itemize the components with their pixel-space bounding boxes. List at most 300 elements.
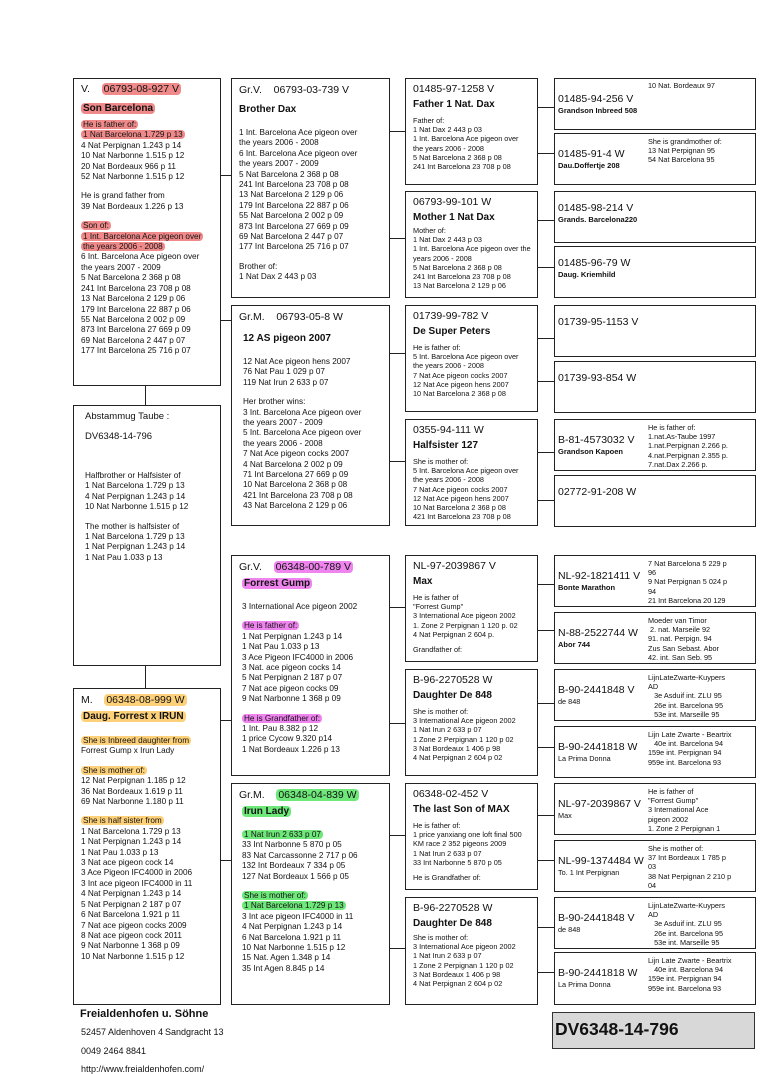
- connector: [537, 584, 554, 585]
- gen3-line: Father of:: [413, 116, 445, 125]
- gen4-note: 38 Nat Perpignan 2 210 p: [648, 871, 732, 881]
- gen3-line: 5 Int. Barcelona Ace pigeon over: [413, 352, 519, 362]
- mm-mother-item: 15 Nat. Agen 1.348 p 14: [242, 953, 331, 963]
- dam-half-item: 8 Nat ace pigeon cock 2011: [81, 930, 182, 940]
- sire-prefix: V.: [81, 83, 90, 95]
- mm-line: 132 Int Bordeaux 7 334 p 05: [242, 861, 346, 871]
- mf-intro: 3 International Ace pigeon 2002: [242, 602, 358, 611]
- granddam-maternal-card[interactable]: [231, 783, 390, 1005]
- gen3-line: 1 Nat Irun 2 633 p 07: [413, 725, 482, 735]
- gen3-line: Grandfather of:: [413, 645, 463, 655]
- mf-father-item: 1 Nat Perpignan 1.243 p 14: [242, 631, 343, 641]
- gen3-card[interactable]: [405, 783, 538, 890]
- gen4-note: 54 Nat Barcelona 95: [648, 155, 715, 165]
- connector: [537, 220, 554, 221]
- mf-grand-item: 1 Nat Bordeaux 1.226 p 13: [242, 744, 340, 754]
- subject-half-item: 4 Nat Perpignan 1.243 p 14: [85, 491, 186, 501]
- gen4-card[interactable]: [554, 952, 756, 1005]
- fm-brother-item: the years 2007 - 2009: [243, 418, 323, 428]
- gen4-note: Lijn Late Zwarte - Beartrix: [648, 956, 732, 965]
- ff-line: 13 Nat Barcelona 2 129 p 06: [239, 190, 344, 200]
- gen3-line: the years 2006 - 2008: [413, 475, 484, 485]
- sire-card[interactable]: [73, 78, 221, 386]
- sire-son-of-highlight: the years 2006 - 2008: [83, 242, 163, 252]
- gen4-note: 94: [648, 586, 657, 596]
- gen3-line: He is father of:: [413, 821, 461, 830]
- gen3-line: 3 International Ace pigeon 2002: [413, 611, 516, 621]
- mm-mother-item: 3 Int ace pigeon IFC4000 in 11: [242, 911, 354, 921]
- connector: [389, 607, 405, 608]
- mm-ring-number: 06348-04-839 W: [278, 789, 357, 801]
- ff-line: 55 Nat Barcelona 2 002 p 09: [239, 211, 344, 221]
- gen4-ring-number: 01485-94-256 V: [558, 93, 634, 105]
- subject-card[interactable]: [73, 405, 221, 666]
- gen3-line: He is Grandfather of:: [413, 873, 481, 883]
- ff-line: 177 Int Barcelona 25 716 p 07: [239, 242, 349, 252]
- gen4-name: To. 1 Int Perpignan: [558, 868, 620, 877]
- gen4-note: 40e int. Barcelona 94: [648, 965, 724, 975]
- gen4-note: LijnLateZwarte-Kuypers: [648, 901, 726, 910]
- connector: [537, 500, 554, 501]
- fm-brother-item: 71 Int Barcelona 27 669 p 09: [243, 470, 349, 480]
- gen4-note: 7.nat.Dax 2.266 p.: [648, 459, 708, 469]
- mm-line: 127 Nat Bordeaux 1 566 p 05: [242, 871, 349, 881]
- sire-grandfather-item: 39 Nat Bordeaux 1.226 p 13: [81, 201, 184, 211]
- gen3-card[interactable]: [405, 555, 538, 662]
- gen3-line: 4 Nat Perpignan 2 604 p.: [413, 629, 495, 639]
- gen3-line: 3 Nat Bordeaux 1 406 p 98: [413, 969, 501, 979]
- gen3-card[interactable]: [405, 419, 538, 526]
- fm-brother-item: 5 Int. Barcelona Ace pigeon over: [243, 428, 362, 438]
- gen3-line: the years 2006 - 2008: [413, 143, 484, 153]
- dam-half-item: 3 Ace Pigeon IFC4000 in 2006: [81, 868, 193, 878]
- gen3-line: 421 Int Barcelona 23 708 p 08: [413, 512, 511, 522]
- ff-line: 179 Int Barcelona 22 887 p 06: [239, 200, 349, 210]
- gen4-note: 1.nat.As-Taube 1997: [648, 432, 716, 442]
- mm-line: 83 Nat Carcassonne 2 717 p 06: [242, 850, 358, 860]
- gen3-line: 5 Int. Barcelona Ace pigeon over: [413, 466, 519, 476]
- gen4-name: Abor 744: [558, 640, 591, 649]
- ff-line: 5 Nat Barcelona 2 368 p 08: [239, 169, 339, 179]
- gen4-ring-number: B-90-2441848 V: [558, 912, 635, 924]
- connector: [389, 461, 405, 462]
- dam-half-item: 1 Nat Barcelona 1.729 p 13: [81, 826, 181, 836]
- mm-mother-highlight: 1 Nat Barcelona 1.729 p 13: [244, 901, 344, 911]
- connector: [389, 835, 405, 836]
- grandsire-maternal-card[interactable]: [231, 555, 390, 776]
- mm-mother-label: She is mother of:: [244, 891, 306, 901]
- gen4-ring-number: B-81-4573032 V: [558, 434, 635, 446]
- gen3-ring-number: B-96-2270528 W: [413, 674, 493, 686]
- ff-line: 241 Int Barcelona 23 708 p 08: [239, 180, 349, 190]
- dam-prefix: M.: [81, 694, 93, 706]
- gen4-note: 91. nat. Perpign. 94: [648, 634, 712, 644]
- gen3-line: 1 Nat Dax 2 443 p 03: [413, 125, 482, 135]
- fm-brother-item: 10 Nat Barcelona 2 368 p 08: [243, 480, 348, 490]
- mf-father-item: 5 Nat Perpignan 2 187 p 07: [242, 673, 343, 683]
- mf-father-item: 1 Nat Pau 1.033 p 13: [242, 642, 320, 652]
- subject-ring-number: DV6348-14-796: [85, 431, 153, 442]
- gen4-note: 1.nat.Perpignan 2.266 p.: [648, 441, 728, 451]
- gen3-line: "Forrest Gump": [413, 602, 464, 612]
- fm-prefix: Gr.M.: [239, 311, 265, 323]
- gen4-ring-number: B-90-2441818 W: [558, 741, 638, 753]
- gen4-name: La Prima Donna: [558, 980, 611, 989]
- gen3-card[interactable]: [405, 78, 538, 185]
- gen4-note: 3 International Ace: [648, 805, 709, 815]
- gen4-card[interactable]: [554, 78, 756, 130]
- gen4-name: Dau.Doffertje 208: [558, 161, 620, 170]
- mf-father-item: 7 Nat ace pigeon cocks 09: [242, 683, 339, 693]
- gen4-card[interactable]: [554, 246, 756, 298]
- gen4-note: 10 Nat. Bordeaux 97: [648, 81, 715, 90]
- sire-name: Son Barcelona: [83, 103, 154, 114]
- ring-id-badge: DV6348-14-796: [552, 1012, 755, 1049]
- gen4-ring-number: NL-92-1821411 V: [558, 570, 641, 582]
- ff-line: 6 Int. Barcelona Ace pigeon over: [239, 148, 358, 158]
- fm-line: 76 Nat Pau 1 029 p 07: [243, 367, 325, 377]
- gen3-ring-number: 01485-97-1258 V: [413, 83, 495, 95]
- fm-line: 119 Nat Irun 2 633 p 07: [243, 377, 329, 387]
- ff-brother-item: 1 Nat Dax 2 443 p 03: [239, 272, 317, 282]
- sire-son-of-item: the years 2007 - 2009: [81, 262, 161, 272]
- mf-name: Forrest Gump: [244, 578, 311, 589]
- gen3-line: 13 Nat Barcelona 2 129 p 06: [413, 281, 506, 291]
- gen3-line: 1 Int. Barcelona Ace pigeon over the: [413, 244, 531, 254]
- breeder-website-link[interactable]: http://www.freialdenhofen.com/: [81, 1064, 205, 1074]
- sire-son-of-label: Son of:: [83, 221, 109, 231]
- connector: [537, 972, 554, 973]
- connector: [389, 948, 405, 949]
- connector: [537, 630, 554, 631]
- dam-card[interactable]: [73, 688, 221, 1005]
- sire-father-of-item: 20 Nat Bordeaux 966 p 11: [81, 161, 176, 171]
- gen3-ring-number: 06793-99-101 W: [413, 196, 492, 208]
- gen4-note: 7 Nat Barcelona 5 229 p: [648, 559, 727, 568]
- gen3-line: 3 International Ace pigeon 2002: [413, 942, 516, 952]
- gen3-line: 1 Nat Irun 2 633 p 07: [413, 951, 482, 961]
- gen4-name: Grands. Barcelona220: [558, 215, 638, 224]
- gen4-note: 4.nat.Perpignan 2.355 p.: [648, 450, 728, 460]
- gen4-ring-number: 02772-91-208 W: [558, 486, 637, 498]
- connector: [537, 815, 554, 816]
- gen4-card[interactable]: [554, 897, 756, 949]
- gen3-line: 10 Nat Barcelona 2 368 p 08: [413, 389, 506, 399]
- gen4-name: La Prima Donna: [558, 754, 611, 763]
- gen4-name: Max: [558, 811, 572, 820]
- sire-father-of-highlight: 1 Nat Barcelona 1.729 p 13: [83, 130, 183, 140]
- gen4-ring-number: 01485-98-214 V: [558, 202, 634, 214]
- gen4-card[interactable]: [554, 133, 756, 185]
- gen3-name: Daughter De 848: [413, 918, 492, 929]
- sire-grandfather-label: He is grand father from: [81, 191, 165, 201]
- fm-brother-item: 421 Int Barcelona 23 708 p 08: [243, 490, 353, 500]
- sire-son-of-item: 179 Int Barcelona 22 887 p 06: [81, 304, 191, 314]
- sire-son-of-item: 241 Int Barcelona 23 708 p 08: [81, 283, 191, 293]
- subject-half-item: 10 Nat Narbonne 1.515 p 12: [85, 502, 189, 512]
- gen3-line: She is mother of:: [413, 457, 469, 466]
- mf-father-item: 3 Nat. ace pigeon cocks 14: [242, 663, 341, 673]
- mf-grand-item: 1 Int. Pau 8.382 p 12: [242, 724, 319, 734]
- gen3-name: Father 1 Nat. Dax: [413, 99, 495, 110]
- connector: [389, 353, 405, 354]
- gen3-line: 4 Nat Perpignan 2 604 p 02: [413, 753, 503, 763]
- dam-mother-of-label: She is mother of:: [83, 765, 145, 775]
- fm-brother-item: 3 Int. Barcelona Ace pigeon over: [243, 407, 362, 417]
- gen4-note: Moeder van Timor: [648, 616, 707, 625]
- connector: [537, 338, 554, 339]
- gen4-note: pigeon 2002: [648, 814, 689, 824]
- gen4-card[interactable]: [554, 840, 756, 892]
- gen4-ring-number: N-88-2522744 W: [558, 627, 638, 639]
- mm-mother-item: 35 Int Agen 8.845 p 14: [242, 963, 325, 973]
- gen4-card[interactable]: [554, 191, 756, 243]
- connector: [389, 723, 405, 724]
- gen3-ring-number: B-96-2270528 W: [413, 902, 493, 914]
- gen3-card[interactable]: [405, 669, 538, 776]
- gen4-ring-number: NL-97-2039867 V: [558, 798, 641, 810]
- connector: [537, 860, 554, 861]
- sire-father-of-item: 52 Nat Narbonne 1.515 p 12: [81, 172, 185, 182]
- sire-son-of-item: 55 Nat Barcelona 2 002 p 09: [81, 314, 186, 324]
- gen3-line: He is father of:: [413, 343, 461, 352]
- mm-mother-item: 4 Nat Perpignan 1.243 p 14: [242, 922, 343, 932]
- ff-line: the years 2006 - 2008: [239, 138, 319, 148]
- dam-half-item: 6 Nat Barcelona 1.921 p 11: [81, 910, 181, 920]
- gen4-ring-number: B-90-2441848 V: [558, 684, 635, 696]
- gen4-ring-number: 01485-96-79 W: [558, 257, 631, 269]
- gen4-ring-number: 01739-95-1153 V: [558, 316, 639, 328]
- dam-half-item: 5 Nat Perpignan 2 187 p 07: [81, 899, 182, 909]
- gen3-line: Mother of:: [413, 226, 446, 235]
- gen4-note: 1. Zone 2 Perpignan 1: [648, 823, 721, 833]
- fm-name: 12 AS pigeon 2007: [243, 333, 331, 344]
- gen3-line: She is mother of:: [413, 707, 469, 716]
- connector: [537, 747, 554, 748]
- mf-father-item: 3 Ace Pigeon IFC4000 in 2006: [242, 652, 354, 662]
- ff-name: Brother Dax: [239, 104, 297, 115]
- gen4-note: He is father of:: [648, 423, 696, 432]
- gen4-note: 159e int. Perpignan 94: [648, 748, 722, 758]
- gen4-note: 03: [648, 862, 657, 872]
- gen4-name: Grandson Kapoen: [558, 447, 624, 456]
- connector: [537, 267, 554, 268]
- breeder-street: Sandgracht 13: [165, 1027, 224, 1037]
- gen4-name: de 848: [558, 697, 581, 706]
- fm-brother-item: the years 2006 - 2008: [243, 438, 323, 448]
- gen4-note: 13 Nat Perpignan 95: [648, 146, 715, 156]
- gen3-line: 241 Int Barcelona 23 708 p 08: [413, 272, 511, 282]
- mm-prefix: Gr.M.: [239, 789, 265, 801]
- gen3-line: 12 Nat Ace pigeon hens 2007: [413, 493, 509, 503]
- dam-half-item: 3 Int ace pigeon IFC4000 in 11: [81, 878, 193, 888]
- fm-ring-number: 06793-05-8 W: [276, 311, 343, 323]
- gen3-line: years 2006 - 2008: [413, 253, 472, 263]
- gen4-ring-number: NL-99-1374484 W: [558, 855, 644, 867]
- dam-name: Daug. Forrest x IRUN: [83, 711, 184, 722]
- sire-son-of-item: 5 Nat Barcelona 2 368 p 08: [81, 273, 181, 283]
- dam-inbreed-label: She is Inbreed daughter from: [83, 736, 190, 745]
- breeder-address: 52457 Aldenhoven 4: [81, 1027, 164, 1037]
- gen3-ring-number: 0355-94-111 W: [413, 424, 484, 436]
- ff-brother-label: Brother of:: [239, 261, 278, 271]
- mm-highlight: 1 Nat Irun 2 633 p 07: [244, 830, 321, 839]
- dam-inbreed-parents: Forrest Gump x Irun Lady: [81, 746, 175, 756]
- gen3-line: 33 Int Narbonne 5 870 p 05: [413, 857, 502, 867]
- gen4-note: He is father of: [648, 787, 694, 796]
- gen4-note: 3e Asduif int. ZLU 95: [648, 919, 722, 929]
- gen3-line: 7 Nat Ace pigeon cocks 2007: [413, 484, 508, 494]
- gen4-note: She is grandmother of:: [648, 137, 722, 146]
- gen4-note: Lijn Late Zwarte - Beartrix: [648, 730, 732, 739]
- gen3-line: 1 Nat Dax 2 443 p 03: [413, 235, 482, 245]
- gen3-line: 12 Nat Ace pigeon hens 2007: [413, 379, 509, 389]
- gen3-line: 10 Nat Barcelona 2 368 p 08: [413, 503, 506, 513]
- dam-half-item: 9 Nat Narbonne 1 368 p 09: [81, 941, 180, 951]
- mm-mother-item: 10 Nat Narbonne 1.515 p 12: [242, 943, 346, 953]
- gen4-card[interactable]: [554, 555, 756, 607]
- gen3-line: 5 Nat Barcelona 2 368 p 08: [413, 262, 502, 272]
- subject-title: Abstammug Taube :: [85, 411, 170, 422]
- ff-prefix: Gr.V.: [239, 84, 262, 96]
- subject-half-label: Halfbrother or Halfsister of: [85, 471, 181, 480]
- grandsire-paternal-card[interactable]: [231, 78, 390, 298]
- gen4-name: Bonte Marathon: [558, 583, 616, 592]
- connector: [537, 381, 554, 382]
- connector: [537, 703, 554, 704]
- mf-ring-number: 06348-00-789 V: [275, 561, 351, 573]
- subject-mother-item: 1 Nat Barcelona 1.729 p 13: [85, 532, 185, 542]
- gen4-card[interactable]: [554, 612, 756, 664]
- gen4-note: 959e int. Barcelona 93: [648, 757, 722, 767]
- gen4-card[interactable]: [554, 305, 756, 357]
- fm-brother-item: 7 Nat Ace pigeon cocks 2007: [243, 449, 350, 459]
- mf-father-label: He is father of:: [244, 621, 298, 631]
- gen4-card[interactable]: [554, 669, 756, 721]
- gen4-note: 26e int. Barcelona 95: [648, 700, 724, 710]
- granddam-paternal-card[interactable]: [231, 305, 390, 526]
- gen4-note: Zus San Sebast. Abor: [648, 643, 719, 653]
- ff-line: the years 2007 - 2009: [239, 159, 319, 169]
- ff-ring-number: 06793-03-739 V: [273, 84, 349, 96]
- dam-ring-number: 06348-08-999 W: [106, 694, 185, 706]
- connector: [537, 153, 554, 154]
- gen4-name: Daug. Kriemhild: [558, 270, 616, 279]
- gen4-note: 53e int. Marseille 95: [648, 937, 720, 947]
- ff-line: 873 Int Barcelona 27 669 p 09: [239, 221, 349, 231]
- gen3-line: 1 price yanxiang one loft final 500: [413, 830, 522, 840]
- mm-mother-item: 6 Nat Barcelona 1.921 p 11: [242, 932, 342, 942]
- gen4-card[interactable]: [554, 783, 756, 835]
- gen3-name: De Super Peters: [413, 326, 491, 337]
- gen4-note: 96: [648, 568, 657, 578]
- gen4-note: She is mother of:: [648, 844, 704, 853]
- dam-mother-of-item: 36 Nat Bordeaux 1.619 p 11: [81, 786, 183, 796]
- breeder-phone: 0049 2464 8841: [81, 1046, 147, 1056]
- sire-son-of-item: 13 Nat Barcelona 2 129 p 06: [81, 294, 186, 304]
- gen4-ring-number: 01485-91-4 W: [558, 148, 625, 160]
- gen3-line: 3 Nat Bordeaux 1 406 p 98: [413, 743, 501, 753]
- gen4-note: LijnLateZwarte-Kuypers: [648, 673, 726, 682]
- gen4-name: de 848: [558, 925, 581, 934]
- dam-half-item: 7 Nat ace pigeon cocks 2009: [81, 920, 187, 930]
- gen4-note: AD: [648, 910, 659, 920]
- dam-half-item: 1 Nat Pau 1.033 p 13: [81, 847, 159, 857]
- gen3-ring-number: 06348-02-452 V: [413, 788, 489, 800]
- gen4-note: AD: [648, 682, 659, 692]
- sire-father-of-item: 10 Nat Narbonne 1.515 p 12: [81, 151, 185, 161]
- gen3-name: Max: [413, 576, 433, 587]
- mf-grand-label: He is Grandfather of:: [244, 713, 320, 723]
- connector: [389, 238, 405, 239]
- subject-mother-item: 1 Nat Perpignan 1.243 p 14: [85, 542, 186, 552]
- gen3-card[interactable]: [405, 305, 538, 412]
- gen3-card[interactable]: [405, 191, 538, 298]
- gen4-note: 26e int. Barcelona 95: [648, 928, 724, 938]
- ff-line: 1 Int. Barcelona Ace pigeon over: [239, 128, 358, 137]
- gen3-line: She is mother of:: [413, 933, 469, 942]
- gen4-name: Grandson Inbreed 508: [558, 106, 638, 115]
- gen4-note: "Forrest Gump": [648, 796, 699, 806]
- gen4-card[interactable]: [554, 475, 756, 527]
- gen3-name: Mother 1 Nat Dax: [413, 212, 495, 223]
- dam-half-item: 10 Nat Narbonne 1.515 p 12: [81, 951, 185, 961]
- gen4-ring-number: B-90-2441818 W: [558, 967, 638, 979]
- gen4-card[interactable]: [554, 419, 756, 471]
- gen4-note: 9 Nat Perpignan 5 024 p: [648, 577, 728, 587]
- gen4-note: 3e Asduif int. ZLU 95: [648, 691, 722, 701]
- gen4-note: 04: [648, 880, 657, 890]
- gen4-note: 37 Int Bordeaux 1 785 p: [648, 853, 726, 863]
- breeder-name: Freialdenhofen u. Söhne: [80, 1008, 209, 1020]
- gen3-name: Halfsister 127: [413, 440, 479, 451]
- dam-mother-of-item: 69 Nat Narbonne 1.180 p 11: [81, 797, 184, 807]
- dam-half-item: 3 Nat ace pigeon cock 14: [81, 858, 174, 868]
- gen3-ring-number: 01739-99-782 V: [413, 310, 489, 322]
- gen4-note: 42. int. San Seb. 95: [648, 652, 713, 662]
- dam-half-item: 4 Nat Perpignan 1.243 p 14: [81, 889, 182, 899]
- connector: [537, 107, 554, 108]
- gen3-line: 4 Nat Perpignan 2 604 p 02: [413, 979, 503, 989]
- gen3-card[interactable]: [405, 897, 538, 1005]
- sire-son-of-item: 873 Int Barcelona 27 669 p 09: [81, 325, 191, 335]
- connector: [537, 452, 554, 453]
- sire-son-of-item: 177 Int Barcelona 25 716 p 07: [81, 346, 191, 356]
- gen3-line: 5 Nat Barcelona 2 368 p 08: [413, 152, 502, 162]
- sire-son-of-highlight: 1 Int. Barcelona Ace pigeon over: [83, 231, 202, 241]
- gen4-card[interactable]: [554, 361, 756, 413]
- sire-ring-number: 06793-08-927 V: [103, 83, 179, 95]
- gen3-line: KM race 2 352 pigeons 2009: [413, 839, 507, 849]
- gen4-ring-number: 01739-93-854 W: [558, 372, 637, 384]
- gen3-ring-number: NL-97-2039867 V: [413, 560, 496, 572]
- fm-brother-item: 4 Nat Barcelona 2 002 p 09: [243, 459, 343, 469]
- gen3-name: The last Son of MAX: [413, 804, 510, 815]
- mf-prefix: Gr.V.: [239, 561, 262, 573]
- gen3-line: 7 Nat Ace pigeon cocks 2007: [413, 370, 508, 380]
- sire-father-of-label: He is father of:: [83, 120, 137, 129]
- subject-half-item: 1 Nat Barcelona 1.729 p 13: [85, 481, 185, 491]
- gen4-card[interactable]: [554, 726, 756, 778]
- connector: [145, 666, 146, 688]
- gen3-line: 1. Zone 2 Perpignan 1 120 p. 02: [413, 620, 518, 630]
- gen4-note: 2. nat. Marseile 92: [648, 625, 711, 635]
- mf-grand-item: 1 price Cycow 9.320 p14: [242, 734, 333, 744]
- mf-father-item: 9 Nat Narbonne 1 368 p 09: [242, 694, 341, 704]
- dam-half-item: 1 Nat Perpignan 1.243 p 14: [81, 837, 182, 847]
- sire-son-of-item: 6 Int. Barcelona Ace pigeon over: [81, 252, 200, 262]
- connector: [145, 386, 146, 405]
